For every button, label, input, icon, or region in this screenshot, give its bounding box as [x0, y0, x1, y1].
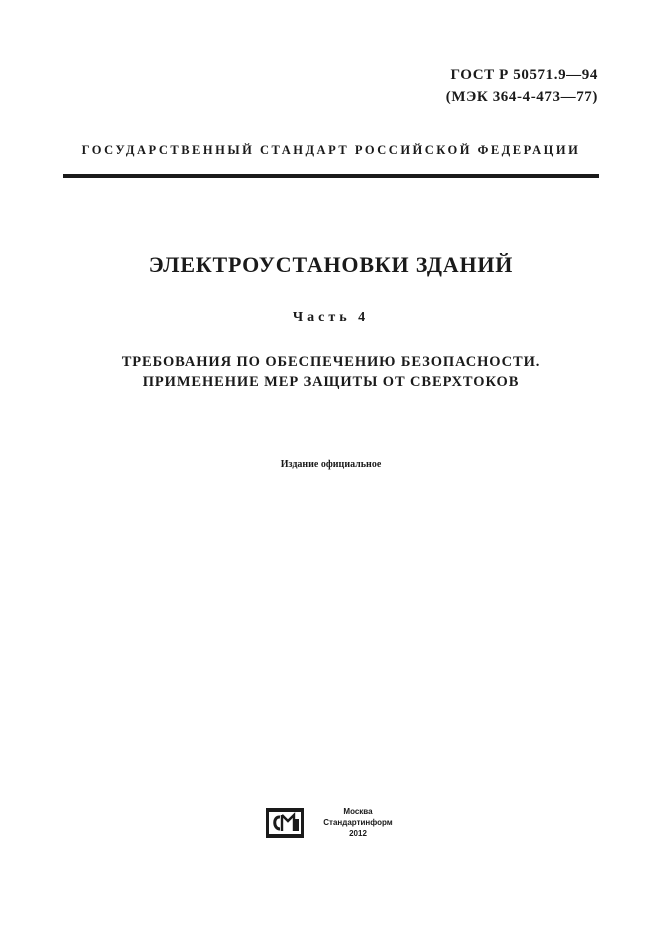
document-subtitle	[63, 352, 599, 392]
subtitle-line-1: ТРЕБОВАНИЯ ПО ОБЕСПЕЧЕНИЮ БЕЗОПАСНОСТИ.	[121, 354, 541, 370]
subtitle-line-2: ПРИМЕНЕНИЕ МЕР ЗАЩИТЫ ОТ СВЕРХТОКОВ	[142, 374, 520, 390]
standartinform-logo-icon	[266, 808, 304, 838]
document-title: ЭЛЕКТРОУСТАНОВКИ ЗДАНИЙ	[148, 252, 514, 277]
edition-note: Издание официальное	[280, 459, 382, 470]
imprint-publisher: Стандартинформ	[323, 818, 393, 827]
imprint-year: 2012	[349, 829, 367, 838]
part-label: Часть 4	[292, 310, 370, 325]
iec-number: (МЭК 364-4-473—77)	[445, 89, 598, 105]
standard-type-heading: ГОСУДАРСТВЕННЫЙ СТАНДАРТ РОССИЙСКОЙ ФЕДЕРАЦИИ	[81, 143, 581, 157]
header-divider	[63, 174, 599, 178]
imprint-city: Москва	[343, 807, 373, 816]
document-number-block	[446, 64, 598, 108]
publisher-imprint	[310, 806, 406, 839]
gost-number: ГОСТ Р 50571.9—94	[450, 67, 598, 83]
